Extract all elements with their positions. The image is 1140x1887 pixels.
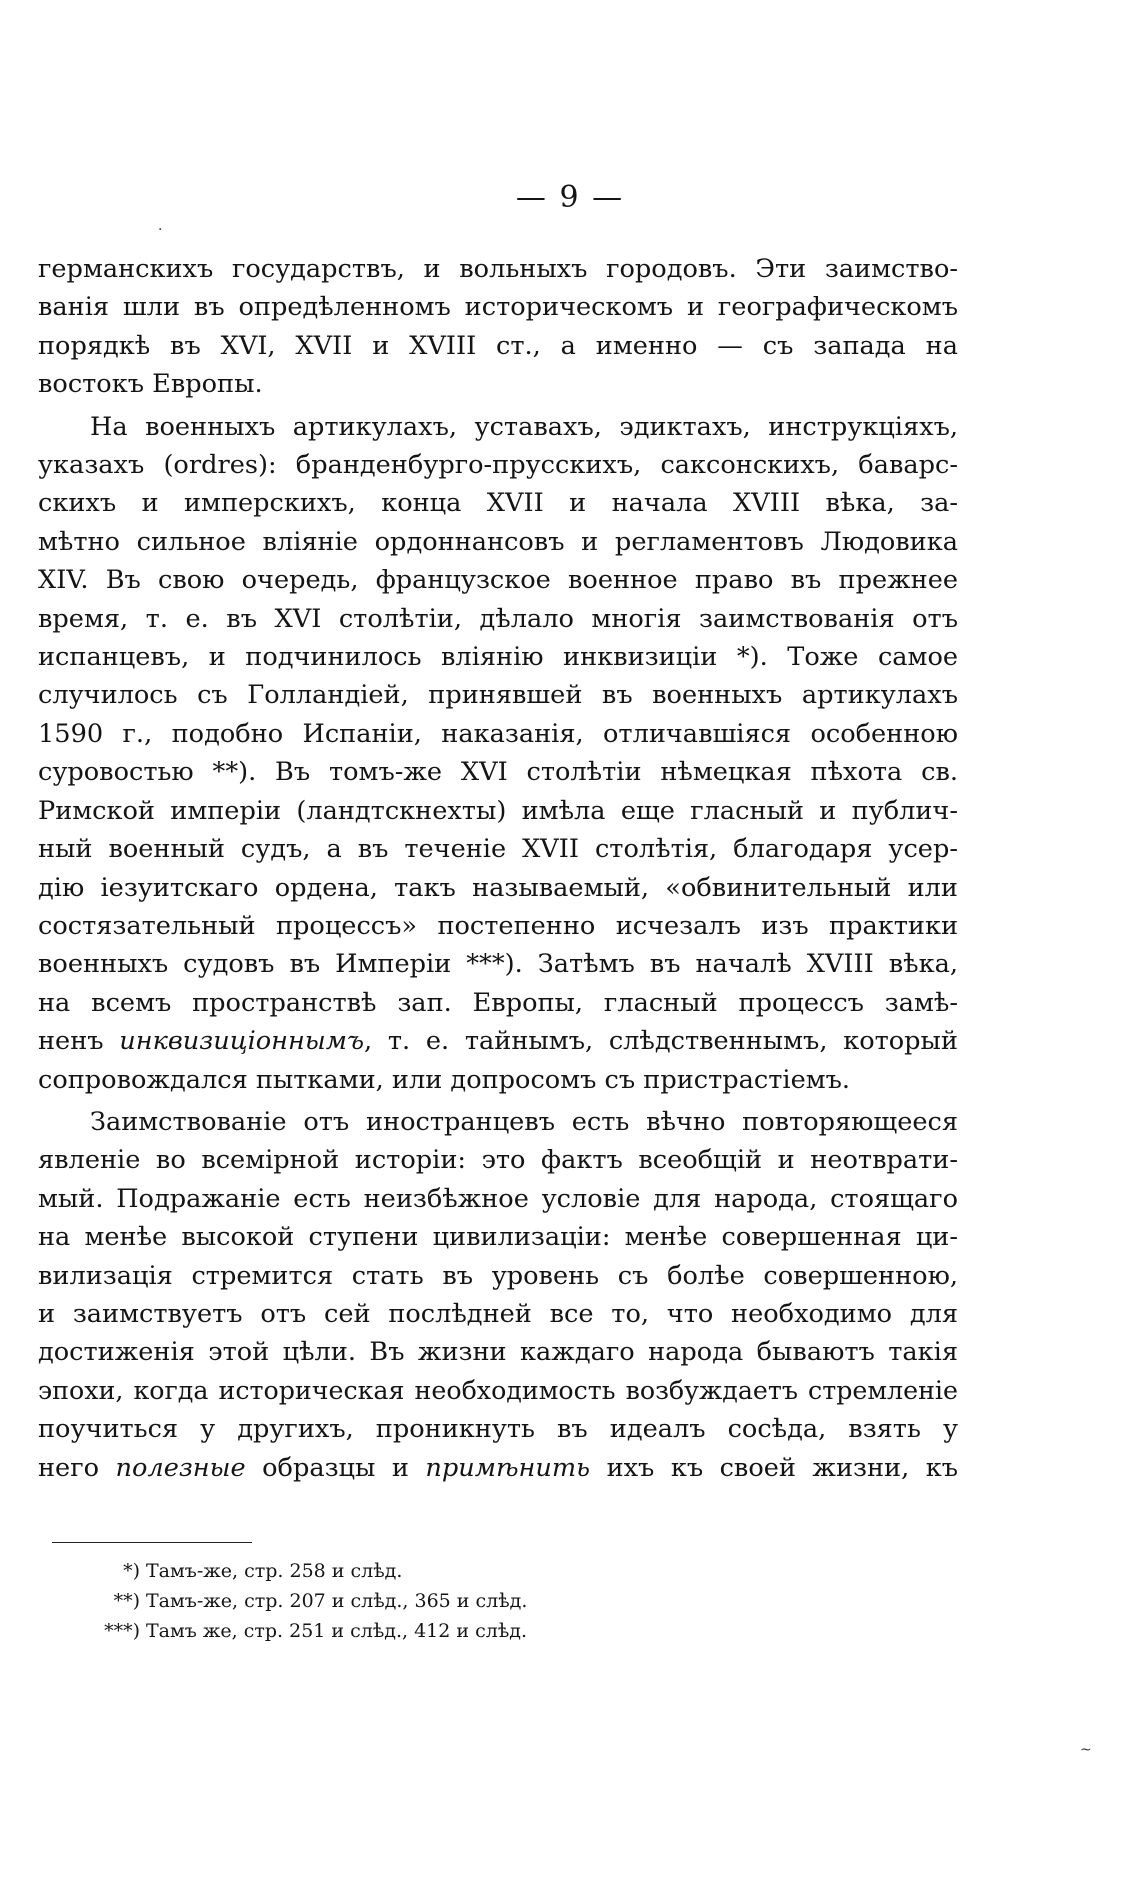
text-line — [38, 869, 958, 907]
text-line — [38, 676, 958, 714]
text-segment: на менѣе высокой ступени цивилизаціи: менѣе совершенная ци- — [38, 1222, 958, 1253]
text-segment: испанцевъ, и подчинилось вліянію инквизиціи *). Тоже самое — [38, 642, 958, 673]
text-line — [38, 792, 958, 830]
text-line — [38, 907, 958, 945]
footnote-text: Тамъ-же, стр. 258 и слѣд. — [146, 1560, 403, 1582]
italic-term: полезные — [115, 1452, 246, 1483]
scan-speck: · — [158, 222, 163, 238]
text-line — [38, 945, 958, 983]
text-segment: порядкѣ въ XVI, XVII и XVIII ст., а именно — съ запада на — [38, 330, 958, 361]
text-segment: эпохи, когда историческая необходимость возбуждаетъ стремленіе — [38, 1375, 958, 1405]
text-segment: достиженія этой цѣли. Въ жизни каждаго народа бываютъ такія — [38, 1337, 958, 1368]
footnote-mark: **) — [113, 1590, 140, 1612]
text-segment: военныхъ судовъ въ Имперіи ***). Затѣмъ въ началѣ XVIII вѣка, — [38, 949, 958, 980]
text-segment: XIV. Въ свою очередь, французское военное право въ прежнее — [38, 565, 958, 596]
text-segment: скихъ и имперскихъ, конца XVII и начала XVIII вѣка, за- — [38, 488, 958, 519]
text-segment: , т. е. тайнымъ, слѣдственнымъ, который — [364, 1026, 958, 1057]
text-segment: Римской имперіи (ландтскнехты) имѣла еще гласный и публич- — [38, 795, 958, 826]
text-line — [38, 1333, 958, 1371]
scan-speck: ~ — [1080, 1742, 1092, 1758]
text-segment: поучиться у другихъ, проникнуть въ идеалъ сосѣда, взять у — [38, 1414, 958, 1445]
text-segment: вилизація стремится стать въ уровень съ болѣе совершенною, — [38, 1260, 958, 1291]
text-segment: состязательный процессъ» постепенно исчезалъ изъ практики — [38, 910, 958, 941]
text-segment: германскихъ государствъ, и вольныхъ городовъ. Эти заимство- — [38, 254, 958, 284]
text-line — [38, 1180, 958, 1218]
text-line — [38, 1372, 958, 1410]
text-line — [38, 446, 958, 484]
text-segment: ный военный судъ, а въ теченіе XVII столѣтія, благодаря усер- — [38, 834, 958, 865]
text-line — [38, 523, 958, 561]
text-line — [38, 484, 958, 522]
text-segment: сопровождался пытками, или допросомъ съ пристрастіемъ. — [38, 1064, 851, 1095]
text-line — [38, 1410, 958, 1448]
text-segment: мѣтно сильное вліяніе ордоннансовъ и регламентовъ Людовика — [38, 526, 958, 557]
text-line — [38, 753, 958, 791]
footnote — [52, 1556, 752, 1586]
text-line — [38, 1449, 958, 1487]
text-segment: На военныхъ артикулахъ, уставахъ, эдиктахъ, инструкціяхъ, — [90, 411, 958, 442]
text-line — [38, 1061, 958, 1099]
text-line — [38, 1103, 958, 1141]
text-segment: образцы и — [245, 1452, 426, 1483]
text-segment: ихъ къ своей жизни, къ — [590, 1452, 958, 1483]
text-segment: суровостью **). Въ томъ-же XVI столѣтіи нѣмецкая пѣхота св. — [38, 757, 958, 788]
text-line — [38, 561, 958, 599]
footnote-divider — [52, 1542, 252, 1543]
text-segment: ванія шли въ опредѣленномъ историческомъ и географическомъ — [38, 292, 958, 323]
text-line — [38, 830, 958, 868]
footnote — [52, 1616, 752, 1646]
text-line — [38, 1218, 958, 1256]
text-line — [38, 984, 958, 1022]
footnotes — [52, 1556, 752, 1646]
footnote-mark: ***) — [104, 1620, 140, 1642]
text-line — [38, 288, 958, 326]
text-segment: востокъ Европы. — [38, 369, 263, 400]
text-line — [38, 1295, 958, 1333]
text-line — [38, 600, 958, 638]
footnote-text: Тамъ же, стр. 251 и слѣд., 412 и слѣд. — [146, 1620, 528, 1642]
text-segment: явленіе во всемірной исторіи: это фактъ всеобщій и неотврати- — [38, 1145, 958, 1176]
text-line — [38, 638, 958, 676]
text-segment: 1590 г., подобно Испаніи, наказанія, отличавшіяся особенною — [38, 718, 958, 749]
text-line — [38, 327, 958, 365]
text-segment: время, т. е. въ XVI столѣтіи, дѣлало многія заимствованія отъ — [38, 603, 958, 634]
text-segment: на всемъ пространствѣ зап. Европы, гласный процессъ замѣ- — [38, 987, 958, 1018]
text-segment: мый. Подражаніе есть неизбѣжное условіе для народа, стоящаго — [38, 1183, 958, 1214]
text-segment: ненъ — [38, 1026, 120, 1057]
text-segment: указахъ (ordres): бранденбурго-прусскихъ, саксонскихъ, баварс- — [38, 450, 958, 481]
text-segment: случилось съ Голландіей, принявшей въ военныхъ артикулахъ — [38, 680, 958, 711]
italic-term: инквизиціоннымъ — [119, 1026, 365, 1057]
text-line — [38, 408, 958, 446]
text-segment: дію іезуитскаго ордена, такъ называемый, «обвинительный или — [38, 872, 958, 903]
body-text — [38, 250, 958, 1487]
text-line — [38, 250, 958, 288]
text-segment: и заимствуетъ отъ сей послѣдней все то, что необходимо для — [38, 1298, 958, 1329]
footnote-mark: *) — [123, 1560, 140, 1582]
page-number: — 9 — — [515, 180, 625, 215]
text-line — [38, 1141, 958, 1179]
footnote-text: Тамъ-же, стр. 207 и слѣд., 365 и слѣд. — [146, 1590, 528, 1612]
footnote — [52, 1586, 752, 1616]
text-line — [38, 715, 958, 753]
text-line — [38, 1257, 958, 1295]
text-line — [38, 1022, 958, 1060]
text-line — [38, 365, 958, 403]
italic-term: примѣнить — [425, 1452, 591, 1483]
text-segment: него — [38, 1452, 116, 1483]
text-segment: Заимствованіе отъ иностранцевъ есть вѣчно повторяющееся — [90, 1106, 958, 1137]
